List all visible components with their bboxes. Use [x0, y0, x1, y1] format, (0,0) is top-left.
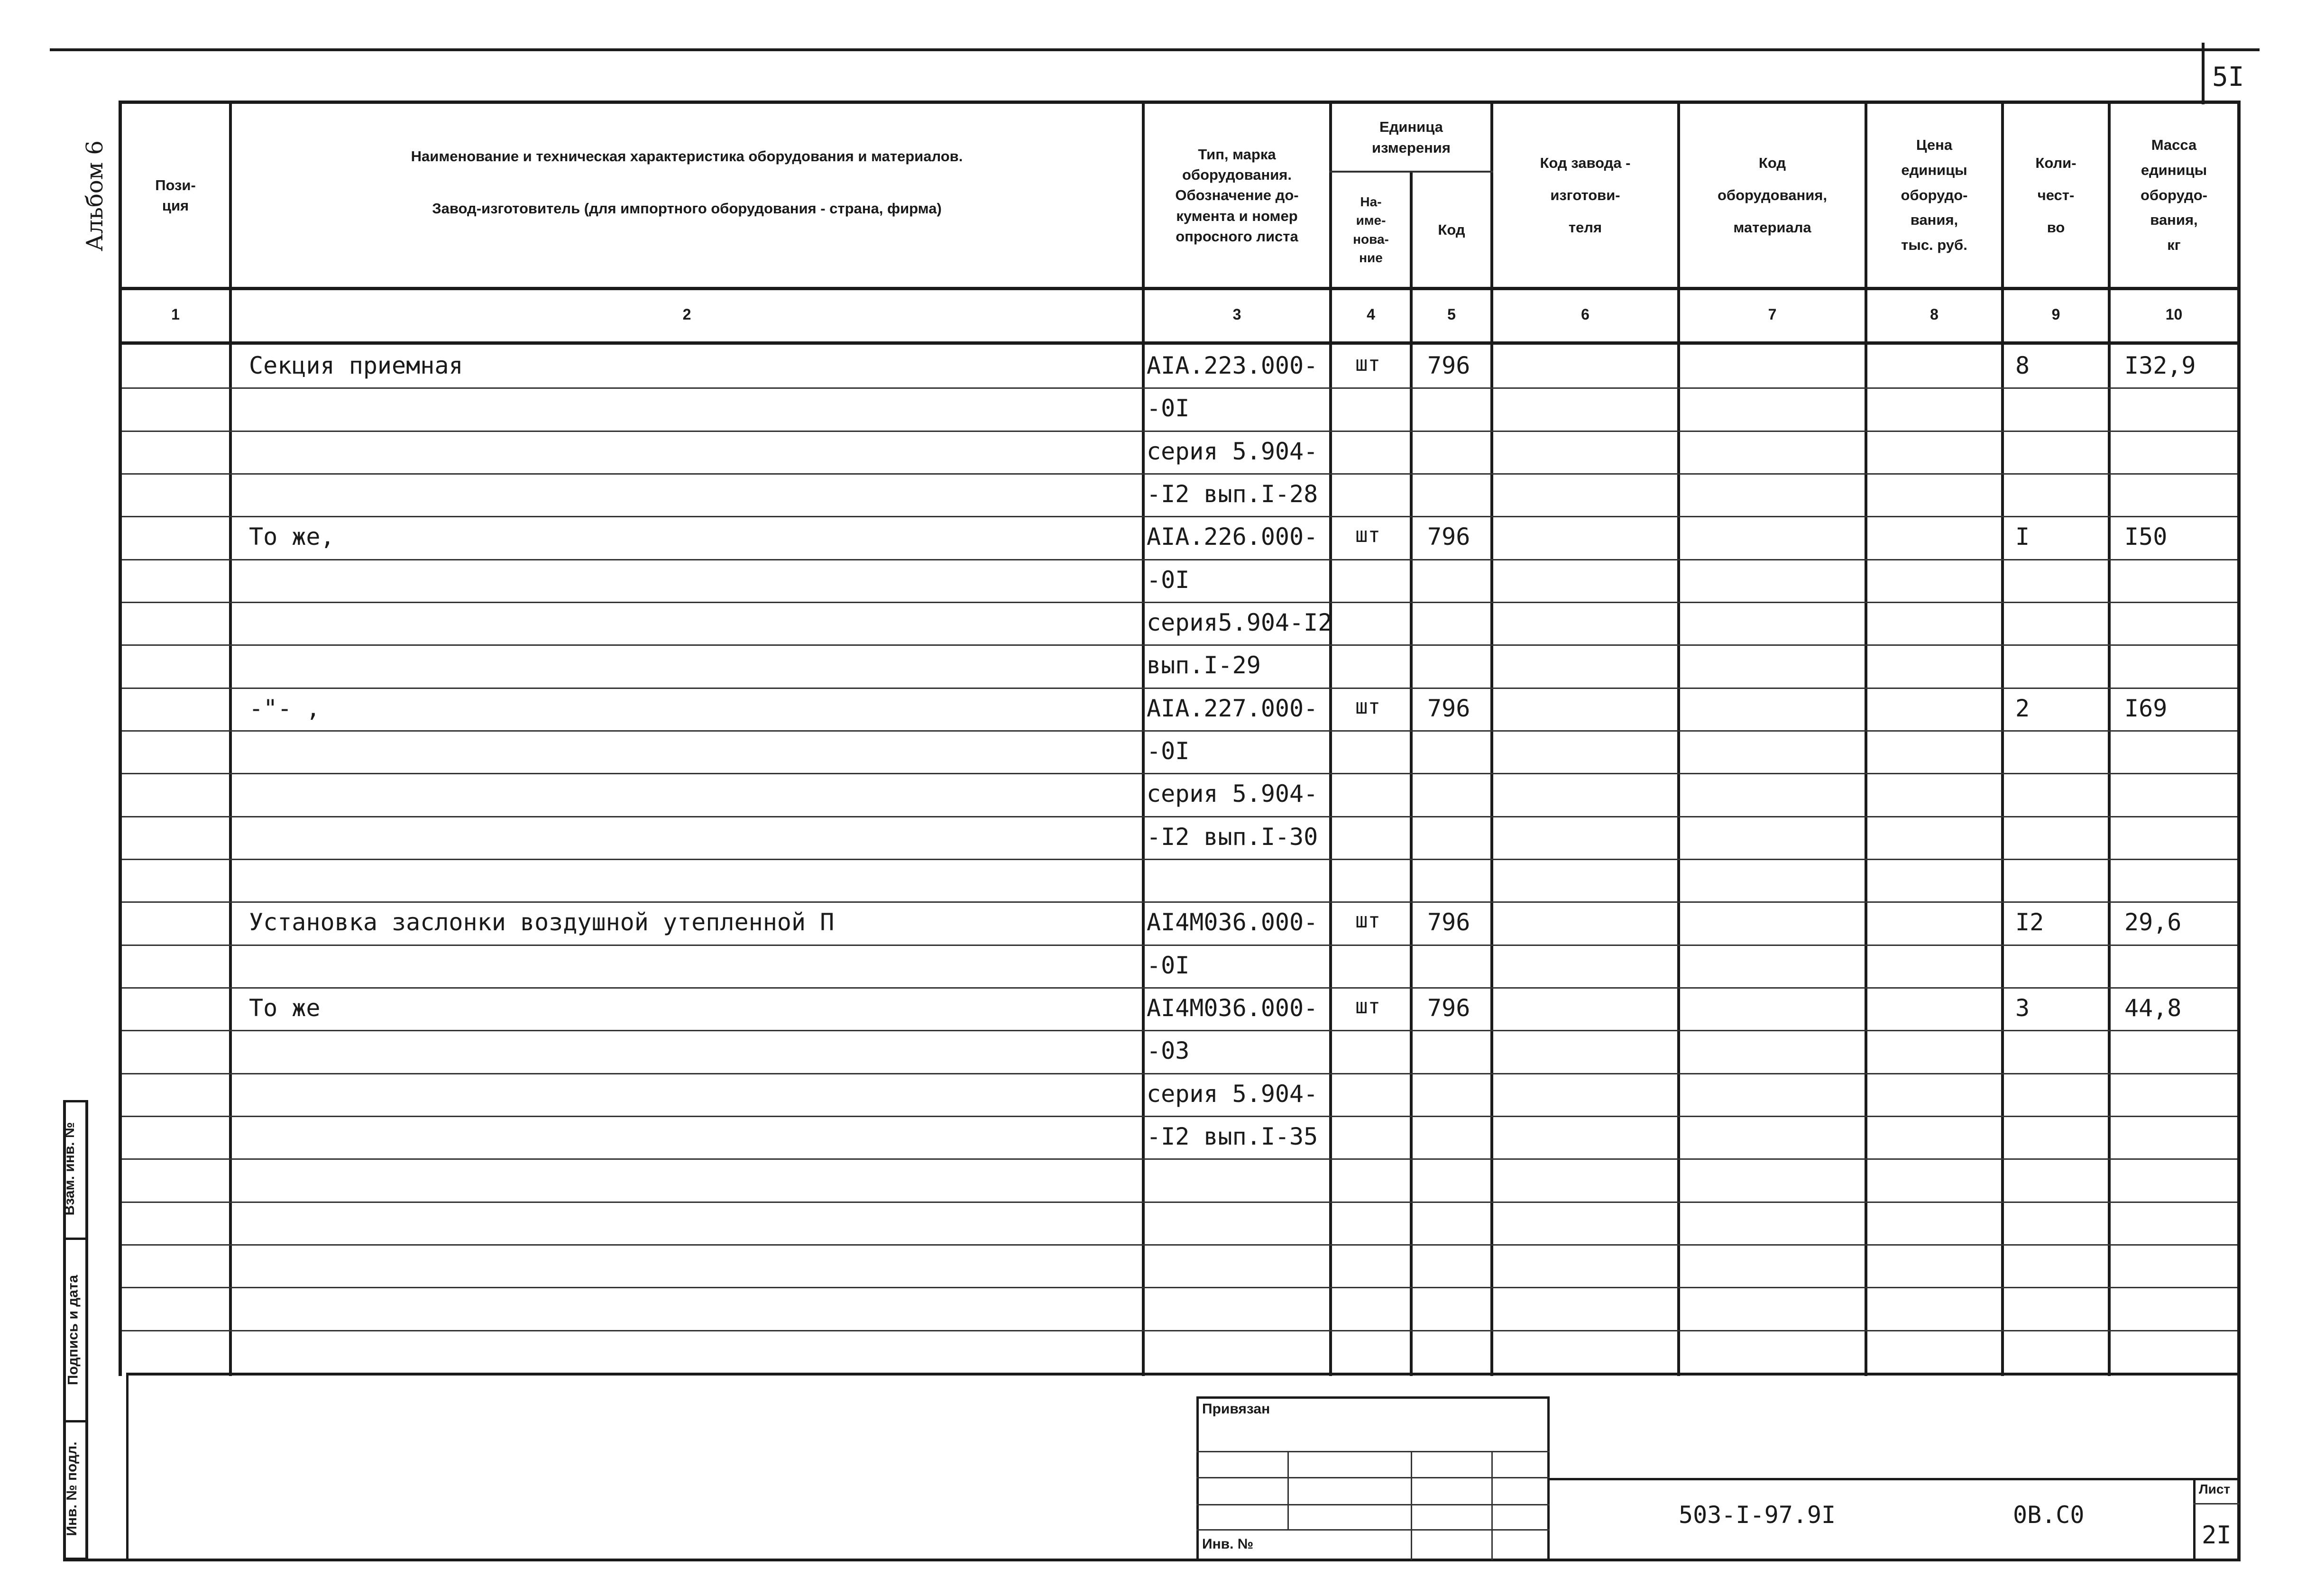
column-number: 4 — [1367, 306, 1375, 323]
header-type: Тип, марка оборудования. Обозначение до- кумента и номер опросного листа — [1175, 146, 1299, 245]
item-type-designation: AI4M036.000- — [1147, 994, 1318, 1022]
privyazan-top — [1196, 1396, 1550, 1399]
item-name: Секция приемная — [249, 352, 463, 379]
column-number: 2 — [682, 306, 691, 323]
table-bottom-border — [128, 1373, 2238, 1376]
top-border-line — [50, 48, 2260, 51]
item-unit-code: 796 — [1427, 695, 1470, 722]
item-type-designation: серия 5.904- — [1147, 1080, 1318, 1108]
header-name-line2: Завод-изготовитель (для импортного оборудования - страна, фирма) — [432, 200, 942, 217]
header-quantity: Коли- чест- во — [2035, 154, 2076, 236]
row-divider — [122, 987, 2237, 989]
col-line-7 — [1865, 101, 1867, 1376]
privyazan-col2 — [1411, 1451, 1412, 1560]
item-type-designation: AIA.226.000- — [1147, 523, 1318, 550]
frame-inner-left — [126, 1373, 129, 1560]
col-line-5 — [1490, 101, 1493, 1376]
item-type-designation: AIA.227.000- — [1147, 695, 1318, 722]
item-type-designation: AI4M036.000- — [1147, 908, 1318, 936]
item-mass: I32,9 — [2124, 352, 2196, 379]
header-mass: Масса единицы оборудо- вания, кг — [2141, 137, 2207, 254]
item-quantity: 3 — [2015, 994, 2030, 1022]
col-line-10 — [2237, 101, 2241, 1561]
row-divider — [122, 644, 2237, 646]
item-type-designation: -0I — [1147, 394, 1190, 422]
item-type-designation: -I2 вып.I-35 — [1147, 1123, 1318, 1150]
privyazan-label: Привязан — [1202, 1401, 1270, 1417]
header-unit-group: Единица измерения — [1372, 119, 1451, 156]
col-line-8 — [2001, 101, 2004, 1376]
col-line-3 — [1329, 101, 1332, 1376]
corner-divider — [2202, 43, 2205, 104]
header-position: Пози- ция — [155, 176, 196, 214]
item-name: То же, — [249, 523, 335, 550]
document-code: 503-I-97.9I — [1679, 1501, 1836, 1529]
item-quantity: I2 — [2015, 908, 2044, 936]
row-divider — [122, 602, 2237, 603]
item-mass: I69 — [2124, 695, 2168, 722]
stamp-vzam-inv: Взам. инв. № — [62, 1122, 77, 1216]
column-number: 5 — [1447, 306, 1456, 323]
header-bottom-border — [119, 287, 2238, 290]
row-divider — [122, 516, 2237, 517]
column-number: 3 — [1232, 306, 1241, 323]
row-divider — [122, 945, 2237, 946]
row-divider — [122, 859, 2237, 860]
column-number: 8 — [1930, 306, 1939, 323]
item-type-designation: -0I — [1147, 737, 1190, 765]
frame-bottom-line — [63, 1559, 2241, 1561]
item-unit-code: 796 — [1427, 352, 1470, 379]
item-quantity: I — [2015, 523, 2030, 550]
column-number: 1 — [171, 306, 180, 323]
item-mass: 44,8 — [2124, 994, 2182, 1022]
item-type-designation: серия 5.904- — [1147, 438, 1318, 465]
privyazan-col1 — [1287, 1451, 1289, 1531]
row-divider — [122, 1030, 2237, 1031]
item-unit-name: шт — [1355, 352, 1380, 376]
header-name-line1: Наименование и техническая характеристика оборудования и материалов. — [411, 148, 963, 165]
sheet-corner-number: 5I — [2212, 62, 2244, 92]
header-equipment-code: Код оборудования, материала — [1717, 154, 1827, 236]
row-divider — [122, 730, 2237, 732]
column-number: 10 — [2165, 306, 2183, 323]
row-divider — [122, 1158, 2237, 1160]
item-quantity: 8 — [2015, 352, 2030, 379]
col-line-6 — [1677, 101, 1680, 1376]
item-name: Установка заслонки воздушной утепленной П — [249, 908, 835, 936]
item-unit-code: 796 — [1427, 908, 1470, 936]
privyazan-col3 — [1491, 1451, 1493, 1560]
item-name: -"- , — [249, 695, 321, 722]
item-unit-name: шт — [1355, 523, 1380, 547]
row-divider — [122, 1116, 2237, 1117]
title-block-top — [1547, 1478, 2240, 1480]
item-type-designation: -I2 вып.I-28 — [1147, 480, 1318, 508]
header-price: Цена единицы оборудо- вания, тыс. руб. — [1901, 137, 1968, 254]
row-divider — [122, 387, 2237, 389]
item-mass: I50 — [2124, 523, 2168, 550]
item-type-designation: вып.I-29 — [1147, 651, 1261, 679]
stamp-podpis-data: Подпись и дата — [65, 1275, 81, 1385]
col-line-0 — [119, 101, 122, 1376]
item-type-designation: серия 5.904- — [1147, 780, 1318, 807]
col-line-1 — [229, 101, 232, 1376]
row-divider — [122, 1330, 2237, 1331]
item-unit-name: шт — [1355, 695, 1380, 719]
row-divider — [122, 1202, 2237, 1203]
col-line-2 — [1142, 101, 1145, 1376]
item-unit-code: 796 — [1427, 523, 1470, 550]
privyazan-row4 — [1196, 1529, 1550, 1531]
item-unit-name: шт — [1355, 908, 1380, 933]
item-unit-code: 796 — [1427, 994, 1470, 1022]
item-type-designation: серия5.904-I2 — [1147, 609, 1332, 636]
column-number: 9 — [2051, 306, 2060, 323]
item-type-designation: -03 — [1147, 1037, 1190, 1064]
privyazan-row2 — [1196, 1477, 1550, 1478]
title-sheet-divider — [2193, 1478, 2196, 1561]
row-divider — [122, 431, 2237, 432]
sheet-label: Лист — [2199, 1482, 2231, 1496]
row-divider — [122, 688, 2237, 689]
inv-no-label: Инв. № — [1202, 1536, 1254, 1552]
sheet-number: 2I — [2202, 1521, 2232, 1550]
privyazan-row1 — [1196, 1451, 1550, 1452]
item-unit-name: шт — [1355, 994, 1380, 1018]
row-divider — [122, 473, 2237, 475]
row-divider — [122, 1244, 2237, 1246]
header-unit-code: Код — [1438, 221, 1465, 238]
row-divider — [122, 559, 2237, 560]
album-label: Альбом 6 — [82, 140, 108, 251]
item-mass: 29,6 — [2124, 908, 2182, 936]
item-type-designation: -0I — [1147, 566, 1190, 594]
col-line-9 — [2108, 101, 2111, 1376]
header-unit-name: На- име- нова- ние — [1353, 194, 1389, 265]
item-type-designation: AIA.223.000- — [1147, 352, 1318, 379]
item-type-designation: -I2 вып.I-30 — [1147, 823, 1318, 851]
title-sheet-label-line — [2193, 1503, 2240, 1504]
colnum-bottom-border — [119, 341, 2238, 345]
column-number: 7 — [1768, 306, 1777, 323]
section-mark: 0В.С0 — [2013, 1501, 2085, 1529]
row-divider — [122, 1287, 2237, 1288]
table-top-border — [119, 101, 2238, 104]
item-name: То же — [249, 994, 321, 1022]
row-divider — [122, 816, 2237, 817]
header-factory-code: Код завода - изготови- теля — [1540, 154, 1631, 236]
item-type-designation: -0I — [1147, 952, 1190, 979]
stamp-inv-podl: Инв. № подл. — [64, 1441, 80, 1536]
row-divider — [122, 773, 2237, 774]
row-divider — [122, 1073, 2237, 1074]
row-divider — [122, 901, 2237, 903]
column-number: 6 — [1581, 306, 1590, 323]
item-quantity: 2 — [2015, 695, 2030, 722]
privyazan-row3 — [1196, 1504, 1550, 1505]
